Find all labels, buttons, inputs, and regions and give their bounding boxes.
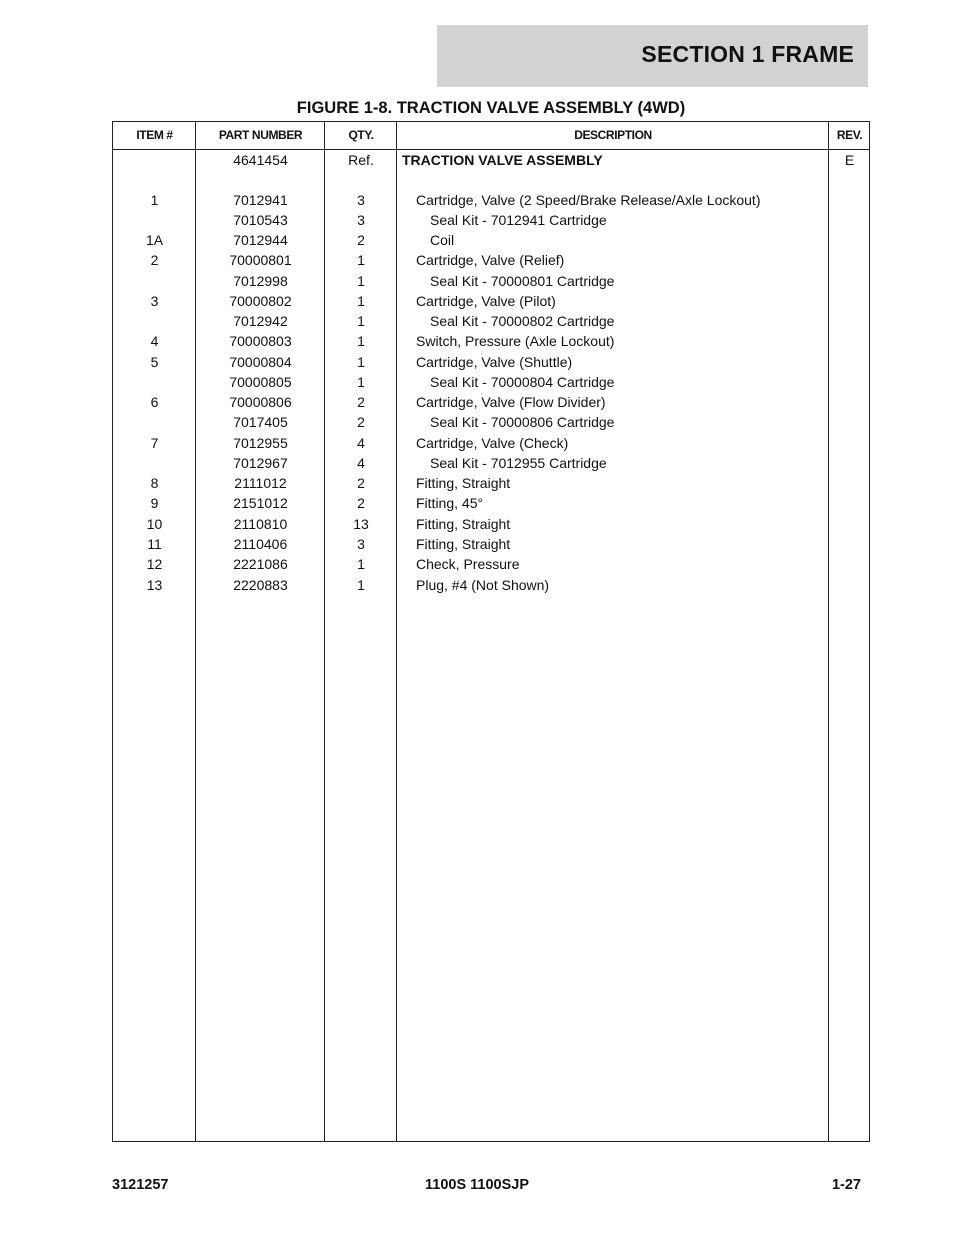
section-title: SECTION 1 FRAME xyxy=(641,41,854,67)
item-number-cell xyxy=(113,271,196,291)
header-description: DESCRIPTION xyxy=(574,128,652,142)
quantity-cell: 2 xyxy=(357,495,365,511)
description-cell: Cartridge, Valve (Pilot) xyxy=(416,293,556,309)
item-number-cell: 4 xyxy=(150,333,159,349)
table-row xyxy=(113,311,869,331)
revision-cell xyxy=(829,271,870,291)
revision-cell xyxy=(829,433,870,453)
revision-cell xyxy=(829,493,870,513)
quantity-cell: 4 xyxy=(357,455,365,471)
item-number-cell: 10 xyxy=(146,516,163,532)
table-row xyxy=(113,230,869,250)
description-cell: Fitting, Straight xyxy=(416,475,511,491)
part-number-cell: 70000801 xyxy=(229,252,292,268)
quantity-cell: 3 xyxy=(357,212,365,228)
quantity-cell: 4 xyxy=(357,435,365,451)
part-number-cell: 70000806 xyxy=(229,394,292,410)
description-cell: Cartridge, Valve (2 Speed/Brake Release/Axle Lockout) xyxy=(416,192,761,208)
item-number-cell xyxy=(113,412,196,432)
item-number-cell: 12 xyxy=(146,556,163,572)
part-number-cell: 7012955 xyxy=(233,435,288,451)
part-number-cell: 2151012 xyxy=(233,495,288,511)
revision-cell: E xyxy=(844,152,855,168)
item-number-cell: 1A xyxy=(145,232,164,248)
item-number-cell xyxy=(113,210,196,230)
part-number-cell: 7012942 xyxy=(233,313,288,329)
part-number-cell: 2221086 xyxy=(233,556,288,572)
description-cell: Fitting, Straight xyxy=(416,516,511,532)
quantity-cell: Ref. xyxy=(348,152,374,168)
table-row xyxy=(113,534,869,554)
quantity-cell: 1 xyxy=(357,293,365,309)
revision-cell xyxy=(829,331,870,351)
parts-table xyxy=(112,121,870,1142)
table-row xyxy=(113,473,869,493)
revision-cell xyxy=(829,412,870,432)
table-row xyxy=(113,412,869,432)
part-number-cell: 2110810 xyxy=(233,516,288,532)
quantity-cell: 1 xyxy=(357,273,365,289)
footer-page-number: 1-27 xyxy=(831,1177,861,1193)
revision-cell xyxy=(829,575,870,595)
revision-cell xyxy=(829,230,870,250)
description-cell: TRACTION VALVE ASSEMBLY xyxy=(402,152,603,168)
quantity-cell: 1 xyxy=(357,252,365,268)
table-row xyxy=(113,514,869,534)
item-number-cell xyxy=(113,372,196,392)
footer-model: 1100S 1100SJP xyxy=(424,1177,530,1193)
item-number-cell: 1 xyxy=(150,192,159,208)
revision-cell xyxy=(829,190,870,210)
description-cell: Cartridge, Valve (Check) xyxy=(416,435,569,451)
figure-title: FIGURE 1-8. TRACTION VALVE ASSEMBLY (4WD) xyxy=(296,99,686,117)
table-row xyxy=(113,372,869,392)
item-number-cell xyxy=(113,311,196,331)
revision-cell xyxy=(829,453,870,473)
quantity-cell: 3 xyxy=(357,536,365,552)
table-row xyxy=(113,250,869,270)
part-number-cell: 70000802 xyxy=(229,293,292,309)
revision-cell xyxy=(829,250,870,270)
table-row xyxy=(113,210,869,230)
header-part-number: PART NUMBER xyxy=(218,128,303,142)
description-cell: Cartridge, Valve (Relief) xyxy=(416,252,565,268)
description-cell: Coil xyxy=(430,232,455,248)
quantity-cell: 1 xyxy=(357,374,365,390)
quantity-cell: 1 xyxy=(357,333,365,349)
table-row xyxy=(113,271,869,291)
revision-cell xyxy=(829,311,870,331)
table-row xyxy=(113,433,869,453)
revision-cell xyxy=(829,473,870,493)
part-number-cell: 4641454 xyxy=(233,152,288,168)
quantity-cell: 1 xyxy=(357,354,365,370)
item-number-cell: 13 xyxy=(146,577,163,593)
item-number-cell: 6 xyxy=(150,394,159,410)
revision-cell xyxy=(829,352,870,372)
quantity-cell: 1 xyxy=(357,313,365,329)
description-cell: Seal Kit - 70000802 Cartridge xyxy=(430,313,615,329)
header-item: ITEM # xyxy=(136,128,173,142)
description-cell: Fitting, 45° xyxy=(416,495,484,511)
item-number-cell: 8 xyxy=(150,475,159,491)
header-qty: QTY. xyxy=(348,128,374,142)
quantity-cell: 13 xyxy=(353,516,369,532)
item-number-cell: 5 xyxy=(150,354,159,370)
table-row xyxy=(113,352,869,372)
part-number-cell: 7010543 xyxy=(233,212,288,228)
description-cell: Seal Kit - 70000804 Cartridge xyxy=(430,374,615,390)
description-cell: Cartridge, Valve (Shuttle) xyxy=(416,354,573,370)
revision-cell xyxy=(829,372,870,392)
table-row xyxy=(113,331,869,351)
description-cell: Fitting, Straight xyxy=(416,536,511,552)
description-cell: Cartridge, Valve (Flow Divider) xyxy=(416,394,606,410)
item-number-cell xyxy=(113,453,196,473)
quantity-cell: 3 xyxy=(357,192,365,208)
item-number-cell xyxy=(113,150,196,170)
revision-cell xyxy=(829,554,870,574)
header-rev: REV. xyxy=(836,128,863,142)
part-number-cell: 2110406 xyxy=(233,536,288,552)
quantity-cell: 2 xyxy=(357,232,365,248)
table-row xyxy=(113,150,869,170)
part-number-cell: 7012998 xyxy=(233,273,288,289)
description-cell: Plug, #4 (Not Shown) xyxy=(416,577,550,593)
table-row xyxy=(113,392,869,412)
description-cell: Seal Kit - 70000806 Cartridge xyxy=(430,414,615,430)
description-cell: Switch, Pressure (Axle Lockout) xyxy=(416,333,615,349)
revision-cell xyxy=(829,291,870,311)
quantity-cell: 2 xyxy=(357,475,365,491)
part-number-cell: 7012967 xyxy=(233,455,288,471)
description-cell: Seal Kit - 7012955 Cartridge xyxy=(430,455,607,471)
item-number-cell: 7 xyxy=(150,435,159,451)
quantity-cell: 2 xyxy=(357,394,365,410)
part-number-cell: 70000804 xyxy=(229,354,292,370)
part-number-cell: 70000805 xyxy=(229,374,292,390)
item-number-cell: 11 xyxy=(147,536,162,552)
revision-cell xyxy=(829,534,870,554)
part-number-cell: 2220883 xyxy=(233,577,288,593)
quantity-cell: 1 xyxy=(357,577,365,593)
table-row xyxy=(113,575,869,595)
table-row xyxy=(113,453,869,473)
quantity-cell: 2 xyxy=(357,414,365,430)
footer-doc-number: 3121257 xyxy=(112,1177,169,1193)
item-number-cell: 2 xyxy=(150,252,159,268)
description-cell: Seal Kit - 7012941 Cartridge xyxy=(430,212,607,228)
table-row xyxy=(113,493,869,513)
revision-cell xyxy=(829,210,870,230)
part-number-cell: 7017405 xyxy=(233,414,288,430)
section-banner xyxy=(437,25,868,87)
revision-cell xyxy=(829,514,870,534)
part-number-cell: 2111012 xyxy=(234,475,287,491)
revision-cell xyxy=(829,392,870,412)
item-number-cell: 3 xyxy=(150,293,159,309)
table-row xyxy=(113,190,869,210)
part-number-cell: 7012944 xyxy=(233,232,288,248)
part-number-cell: 7012941 xyxy=(233,192,288,208)
table-header-row xyxy=(113,122,869,150)
description-cell: Check, Pressure xyxy=(416,556,520,572)
item-number-cell: 9 xyxy=(150,495,159,511)
table-row xyxy=(113,554,869,574)
quantity-cell: 1 xyxy=(357,556,365,572)
part-number-cell: 70000803 xyxy=(229,333,292,349)
description-cell: Seal Kit - 70000801 Cartridge xyxy=(430,273,615,289)
table-row xyxy=(113,291,869,311)
